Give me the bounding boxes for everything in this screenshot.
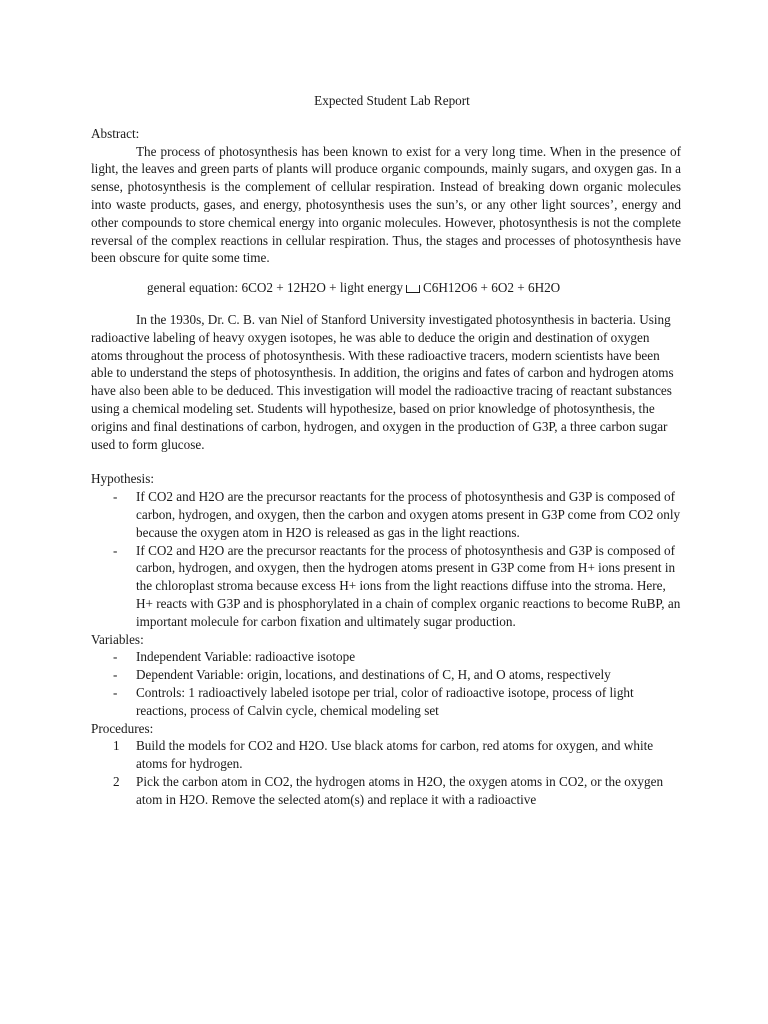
list-item bbox=[91, 773, 681, 809]
variable-text: Dependent Variable: origin, locations, and destinations of C, H, and O atoms, respectively bbox=[136, 667, 611, 683]
abstract-heading: Abstract: bbox=[91, 125, 140, 141]
variable-text: Independent Variable: radioactive isotope bbox=[136, 649, 356, 665]
background-paragraph: In the 1930s, Dr. C. B. van Niel of Stanford University investigated photosynthesis in bacteria. Using radioactive labeling of heavy oxygen isotopes, he was able to deduce the origin and destination of oxygen atoms throughout the process of photosynthesis. With these radioactive tracers, modern scientists have been able to understand the steps of photosynthesis. In addition, the origins and fates of carbon and hydrogen atoms have also been able to be deduced. This investigation will model the radioactive tracing of reactant substances using a chemical modeling set. Students will hypothesize, based on prior knowledge of photosynthesis, the origins and final destinations of carbon, hydrogen, and oxygen in the production of G3P, a three carbon sugar used to form glucose. bbox=[91, 311, 674, 452]
reaction-arrow-icon bbox=[406, 285, 420, 293]
hypothesis-text: If CO2 and H2O are the precursor reactants for the process of photosynthesis and G3P is composed of carbon, hydrogen, and oxygen, then the hydrogen atoms present in G3P come from H+ ions present in the chloroplast stroma because excess H+ ions from the light reactions diffuse into the stroma. Here, H+ reacts with G3P and is phosphorylated in a chain of complex organic reactions to become RuBP, an important molecule for carbon fixation and ultimately sugar production. bbox=[136, 542, 681, 629]
list-item bbox=[91, 648, 681, 666]
bullet-marker: - bbox=[113, 649, 118, 665]
step-number: 1 bbox=[113, 738, 120, 754]
hypothesis-text: If CO2 and H2O are the precursor reactants for the process of photosynthesis and G3P is composed of carbon, hydrogen, and oxygen, then the carbon and oxygen atoms present in G3P come from CO2 only because the oxygen atom in H2O is released as gas in the light reactions. bbox=[136, 489, 681, 540]
bullet-marker: - bbox=[113, 542, 118, 558]
procedure-text: Pick the carbon atom in CO2, the hydrogen atoms in H2O, the oxygen atoms in CO2, or the oxygen atom in H2O. Remove the selected atom(s) and replace it with a radioactive bbox=[136, 773, 664, 807]
variables-heading: Variables: bbox=[91, 631, 144, 647]
equation-right: C6H12O6 + 6O2 + 6H2O bbox=[422, 280, 561, 296]
procedures-heading: Procedures: bbox=[91, 720, 154, 736]
list-item bbox=[91, 684, 681, 720]
document-title: Expected Student Lab Report bbox=[314, 93, 470, 108]
variables-list bbox=[91, 648, 681, 719]
hypothesis-heading: Hypothesis: bbox=[91, 471, 155, 487]
bullet-marker: - bbox=[113, 684, 118, 700]
procedures-list bbox=[91, 737, 681, 808]
list-item bbox=[91, 542, 681, 631]
bullet-marker: - bbox=[113, 489, 118, 505]
list-item bbox=[91, 488, 681, 541]
equation-left: general equation: 6CO2 + 12H2O + light energy bbox=[147, 280, 403, 296]
list-item bbox=[91, 737, 681, 773]
procedure-text: Build the models for CO2 and H2O. Use black atoms for carbon, red atoms for oxygen, and white atoms for hydrogen. bbox=[136, 738, 654, 772]
variable-text: Controls: 1 radioactively labeled isotope per trial, color of radioactive isotope, process of light reactions, process of Calvin cycle, chemical modeling set bbox=[136, 684, 634, 718]
list-item bbox=[91, 666, 681, 684]
hypothesis-list bbox=[91, 488, 681, 630]
general-equation bbox=[91, 279, 681, 297]
step-number: 2 bbox=[113, 773, 120, 789]
abstract-paragraph: The process of photosynthesis has been known to exist for a very long time. When in the presence of light, the leaves and green parts of plants will produce organic compounds, mainly sugars, and oxygen gas. In a sense, photosynthesis is the complement of cellular respiration. Instead of breaking down organic molecules into waste products, gases, and energy, photosynthesis uses the sun’s, or any other light sources’, energy and other compounds to store chemical energy into organic molecules. However, photosynthesis is not the complete reversal of the complex reactions in cellular respiration. Thus, the stages and processes of photosynthesis have been obscure for quite some time. bbox=[91, 143, 681, 266]
document-page bbox=[91, 92, 681, 808]
bullet-marker: - bbox=[113, 667, 118, 683]
